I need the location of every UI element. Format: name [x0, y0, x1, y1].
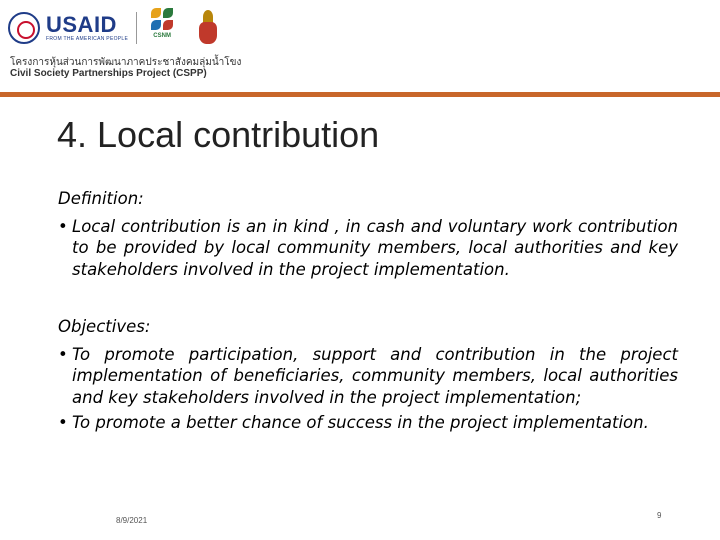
- usaid-tagline: FROM THE AMERICAN PEOPLE: [46, 35, 129, 42]
- page-number: 9: [657, 511, 662, 520]
- objectives-heading: Objectives:: [58, 317, 151, 336]
- header-accent-bar: [0, 92, 720, 97]
- csnm-label: CSNM: [153, 33, 171, 39]
- slide-body: [58, 188, 678, 438]
- csnm-logo: [145, 8, 179, 48]
- thai-project-name: โครงการหุ้นส่วนการพัฒนาภาคประชาสังคมลุ่มน้ำโขง: [10, 57, 242, 68]
- objective-bullet-2: • To promote a better chance of success in the project implementation.: [58, 412, 678, 434]
- csnm-emblem-icon: [151, 8, 173, 30]
- definition-bullet: • Local contribution is an in kind , in cash and voluntary work contribution to be provided by local community members, local authorities and key stakeholders involved in the project implementation.: [58, 216, 678, 281]
- project-name: Civil Society Partnerships Project (CSPP): [10, 68, 207, 79]
- logo-divider: [136, 12, 137, 44]
- definition-heading: Definition:: [58, 189, 144, 208]
- usaid-logo: [46, 11, 129, 43]
- objective-bullet-1: • To promote participation, support and contribution in the project implementation of beneficiaries, community members, local authorities and key stakeholders involved in the project implementation;: [58, 344, 678, 409]
- university-crest-icon: [195, 10, 221, 46]
- logo-strip: [8, 8, 221, 48]
- usaid-seal-icon: [8, 12, 40, 44]
- slide-header: [0, 0, 720, 92]
- footer-date: 8/9/2021: [116, 516, 148, 525]
- section-spacer: [58, 284, 678, 316]
- usaid-wordmark: USAID: [46, 11, 117, 37]
- slide-title: 4. Local contribution: [57, 114, 380, 155]
